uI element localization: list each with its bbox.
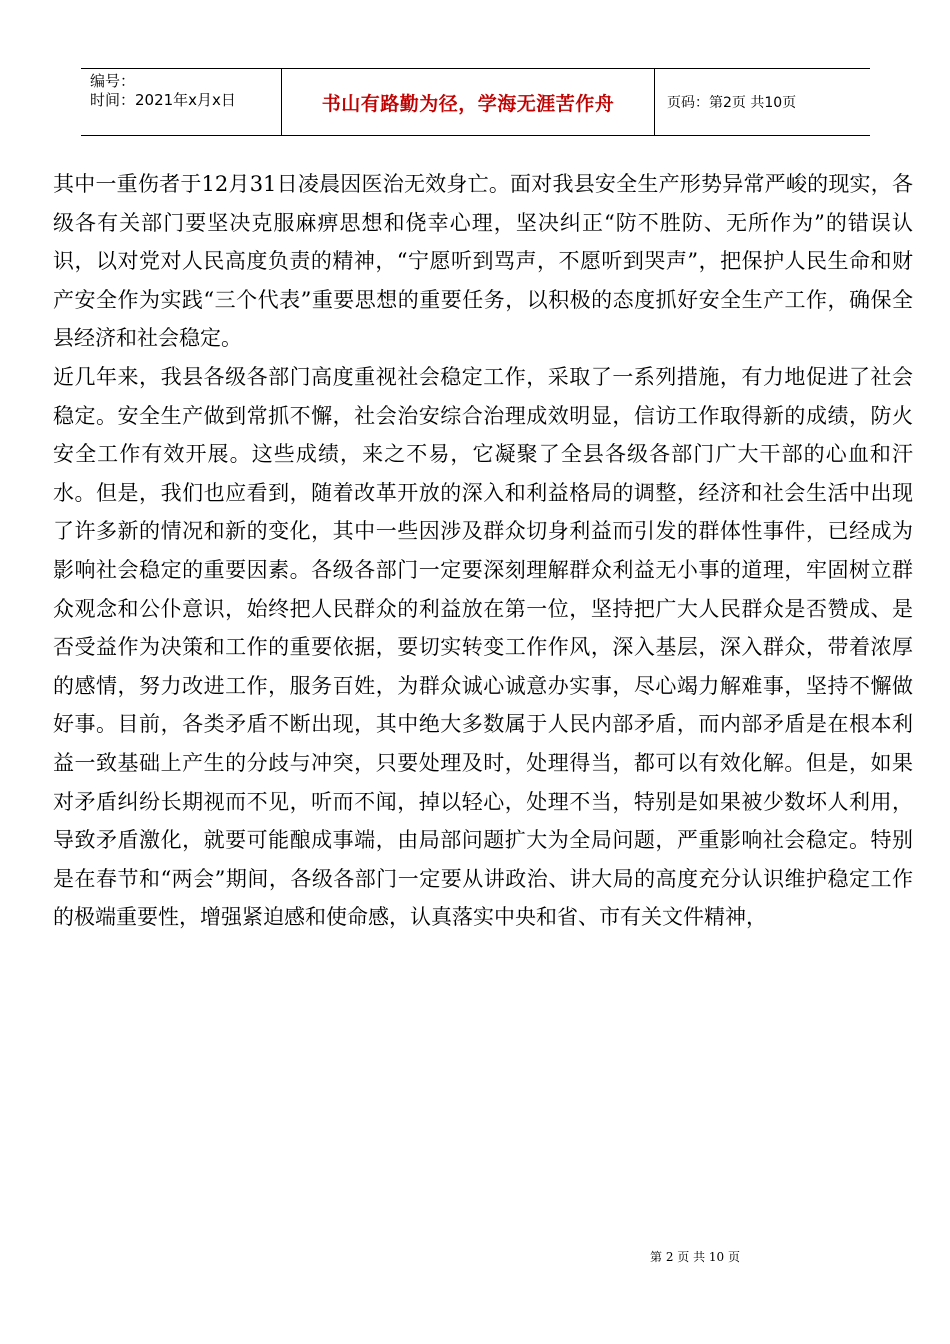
header-page-info: 页码：第2页 共10页 [667, 95, 797, 111]
document-number-label: 编号： [90, 72, 136, 90]
document-header [81, 68, 870, 136]
document-date: 时间：2021年x月x日 [90, 91, 236, 109]
header-meta [81, 69, 282, 135]
page-footer: 第 2 页 共 10 页 [650, 1250, 740, 1264]
body-paragraph-2: 近几年来，我县各级各部门高度重视社会稳定工作，采取了一系列措施，有力地促进了社会稳定。安全生产做到常抓不懈，社会治安综合治理成效明显，信访工作取得新的成绩，防火安全工作有效开展。这些成绩，来之不易，它凝聚了全县各级各部门广大干部的心血和汗水。但是，我们也应看到，随着改革开放的深入和利益格局的调整，经济和社会生活中出现了许多新的情况和新的变化，其中一些因涉及群众切身利益而引发的群体性事件，已经成为影响社会稳定的重要因素。各级各部门一定要深刻理解群众利益无小事的道理，牢固树立群众观念和公仆意识，始终把人民群众的利益放在第一位，坚持把广大人民群众是否赞成、是否受益作为决策和工作的重要依据，要切实转变工作作风，深入基层，深入群众，带着浓厚的感情，努力改进工作，服务百姓，为群众诚心诚意办实事，尽心竭力解难事，坚持不懈做好事。目前，各类矛盾不断出现，其中绝大多数属于人民内部矛盾，而内部矛盾是在根本利益一致基础上产生的分歧与冲突，只要处理及时，处理得当，都可以有效化解。但是，如果对矛盾纠纷长期视而不见，听而不闻，掉以轻心，处理不当，特别是如果被少数坏人利用，导致矛盾激化，就要可能酿成事端，由局部问题扩大为全局问题，严重影响社会稳定。特别是在春节和“两会”期间，各级各部门一定要从讲政治、讲大局的高度充分认识维护稳定工作的极端重要性，增强紧迫感和使命感，认真落实中央和省、市有关文件精神， [53, 364, 913, 930]
document-body [53, 165, 913, 937]
body-paragraph-1: 其中一重伤者于12月31日凌晨因医治无效身亡。面对我县安全生产形势异常严峻的现实，各级各有关部门要坚决克服麻痹思想和侥幸心理，坚决纠正“防不胜防、无所作为”的错误认识，以对党对人民高度负责的精神，“宁愿听到骂声，不愿听到哭声”，把保护人民生命和财产安全作为实践“三个代表”重要思想的重要任务，以积极的态度抓好安全生产工作，确保全县经济和社会稳定。 [53, 172, 913, 351]
header-motto: 书山有路勤为径，学海无涯苦作舟 [282, 69, 655, 135]
